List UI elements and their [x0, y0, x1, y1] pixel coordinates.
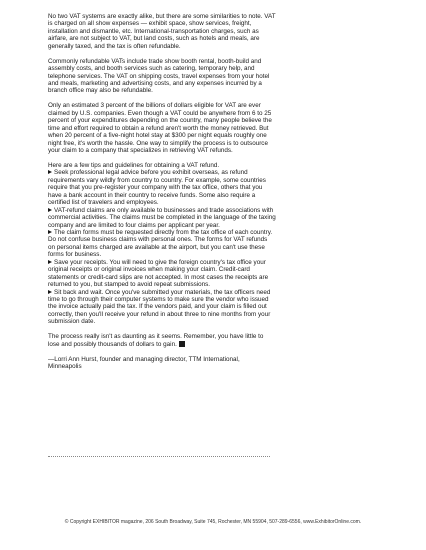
tip-text: Save your receipts. You will need to give the foreign country's tax office your original receipts or original invoices when making your claim. Credit-card statements or credit-card slips are not accepted. In most cases the receipts are returned to you, but stamped to avoid repeat submissions.	[48, 258, 269, 289]
dotted-divider	[48, 456, 270, 457]
article-body	[48, 13, 276, 370]
author-signature	[48, 356, 276, 371]
paragraph-refundable-vats: Commonly refundable VATs include trade show booth rental, booth-build and assembly costs, and booth services such as catering, temporary help, and telephone services. The VAT on shipping costs, travel expenses from your hotel and meals, marketing and advertising costs, and any expenses incurred by a branch office may also be refundable.	[48, 57, 270, 95]
closing-text: The process really isn't as daunting as it seems. Remember, you have little to lose and possibly thousands of dollars to gain.	[48, 333, 264, 348]
tip-item	[48, 207, 276, 229]
tip-item	[48, 169, 276, 206]
triangle-bullet-icon	[48, 170, 52, 174]
signature-line: Minneapolis	[48, 362, 82, 370]
triangle-bullet-icon	[48, 290, 52, 294]
tip-text: VAT-refund claims are only available to businesses and trade associations with commercial activities. The claims must be completed in the language of the taxing company and are limited to four claims per applicant per year.	[48, 206, 276, 229]
signature-line: —Lorri Ann Hurst, founder and managing director, TTM International,	[48, 355, 240, 363]
tip-text: Sit back and wait. Once you've submitted your materials, the tax officers need time to go through their computer systems to make sure the vendor who issued the invoice actually paid the tax. If the vendors paid, and your claim is filled out correctly, then you'll receive your refund in about three to nine months from your submission date.	[48, 288, 271, 326]
paragraph-estimated-claims: Only an estimated 3 percent of the billions of dollars eligible for VAT are ever claimed by U.S. companies. Even though a VAT could be anywhere from 6 to 25 percent of your expenditures depending on the country, many people believe the time and effort required to obtain a refund aren't worth the money retrieved. But when 20 percent of a five-night hotel stay at $300 per night equals roughly one night free, it's worth the hassle. One way to simplify the process is to outsource your claim to a company that specializes in retrieving VAT refunds.	[48, 102, 272, 155]
paragraph-vat-similarities: No two VAT systems are exactly alike, but there are some similarities to note. VAT is charged on all show expenses — exhibit space, show services, freight, installation and dismantle, etc. International-transportation charges, such as airfare, are not subject to VAT, but land costs, such as hotels and meals, are generally taxed, and the tax is often refundable.	[48, 13, 276, 50]
tip-item	[48, 289, 276, 326]
end-of-article-icon	[179, 341, 185, 347]
triangle-bullet-icon	[48, 208, 52, 212]
tip-text: The claim forms must be requested directly from the tax office of each country. Do not confuse business claims with personal ones. The forms for VAT refunds on personal items charged are available at the airport, but you can't use these forms for business.	[48, 228, 273, 259]
tip-item	[48, 259, 276, 289]
closing-paragraph	[48, 333, 276, 348]
triangle-bullet-icon	[48, 260, 52, 264]
triangle-bullet-icon	[48, 230, 52, 234]
tip-text: Seek professional legal advice before you exhibit overseas, as refund requirements vary wildly from country to country. For example, some countries require that you pre-register your company with the tax office, others that you have a bank account in their country to receive funds. Some also require a certified list of travelers and employees.	[48, 169, 266, 207]
tips-list	[48, 169, 276, 326]
tip-item	[48, 229, 276, 259]
tips-intro: Here are a few tips and guidelines for obtaining a VAT refund.	[48, 161, 220, 169]
copyright-footer: © Copyright EXHIBITOR magazine, 206 South Broadway, Suite 745, Rochester, MN 55904, 507-289-6556, www.ExhibitorOnline.com.	[64, 519, 362, 525]
